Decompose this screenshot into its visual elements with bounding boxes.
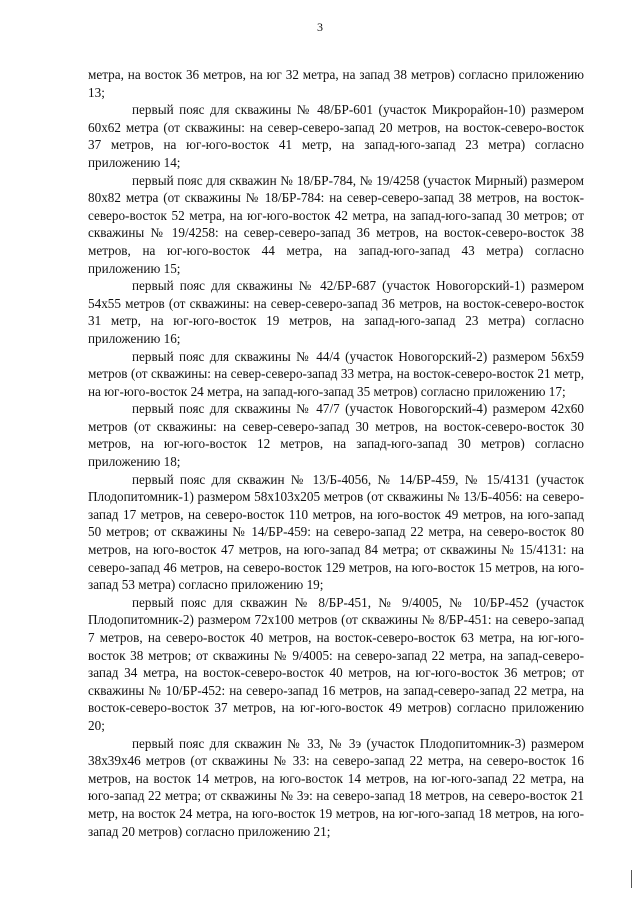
- paragraph-zone-appendix-21: первый пояс для скважин № 33, № 3э (участок Плодопитомник-3) размером 38х39х46 метров (от скважины № 33: на северо-запад 22 метра, на северо-восток 16 метров, на восток 14 метров, на юго-восток 14 метров, на юг-юго-запад 22 метра, на юго-запад 22 метра; от скважины № 3э: на северо-запад 18 метров, на северо-восток 21 метр, на восток 24 метра, на юго-восток 19 метров, на юг-юго-запад 18 метров, на юго-запад 20 метров) согласно приложению 21;: [88, 735, 584, 839]
- scan-edge-mark: [631, 870, 632, 888]
- page-number: 3: [317, 20, 323, 34]
- paragraph-zone-appendix-16: первый пояс для скважины № 42/БР-687 (участок Новогорский-1) размером 54х55 метров (от скважины: на север-северо-запад 36 метров, на восток-северо-восток 31 метр, на юг-юго-восток 19 метров, на запад-юго-запад 23 метра) согласно приложению 16;: [88, 278, 584, 346]
- paragraph-zone-appendix-19: первый пояс для скважин № 13/Б-4056, № 14/БР-459, № 15/4131 (участок Плодопитомник-1) размером 58х103х205 метров (от скважины № 13/Б-4056: на северо-запад 17 метров, на северо-восток 110 метров, на юго-восток 49 метров, на юго-запад 50 метров; от скважины № 14/БР-459: на северо-запад 22 метра, на северо-восток 80 метров, на юго-восток 47 метров, на юго-запад 84 метра; от скважины № 15/4131: на северо-запад 46 метров, на северо-восток 129 метров, на юго-восток 15 метров, на юго-запад 53 метра) согласно приложению 19;: [88, 471, 584, 593]
- paragraph-zone-appendix-17: первый пояс для скважины № 44/4 (участок Новогорский-2) размером 56х59 метров (от скважины: на север-северо-запад 33 метра, на восток-северо-восток 21 метр, на юг-юго-восток 24 метра, на запад-юго-запад 35 метров) согласно приложению 17;: [88, 348, 584, 399]
- document-body: [88, 66, 584, 840]
- paragraph-zone-appendix-15: первый пояс для скважин № 18/БР-784, № 19/4258 (участок Мирный) размером 80х82 метра (от скважины № 18/БР-784: на север-северо-запад 38 метров, на восток-северо-восток 52 метра, на юг-юго-восток 42 метра, на запад-юго-запад 30 метров; от скважины № 19/4258: на север-северо-запад 36 метров, на восток-северо-восток 38 метров, на юг-юго-восток 44 метра, на запад-юго-запад 43 метра) согласно приложению 15;: [88, 172, 584, 276]
- paragraph-zone-appendix-20: первый пояс для скважин № 8/БР-451, № 9/4005, № 10/БР-452 (участок Плодопитомник-2) размером 72х100 метров (от скважины № 8/БР-451: на северо-запад 7 метров, на северо-восток 40 метров, на восток-северо-восток 63 метра, на юг-юго-восток 38 метров; от скважины № 9/4005: на северо-запад 22 метра, на запад-северо-запад 34 метра, на восток-северо-восток 40 метров, на юг-юго-восток 36 метров; от скважины № 10/БР-452: на северо-запад 16 метров, на запад-северо-запад 22 метра, на восток-северо-восток 37 метров, на юг-юго-восток 49 метров) согласно приложению 20;: [88, 594, 584, 733]
- paragraph-continuation: метра, на восток 36 метров, на юг 32 метра, на запад 38 метров) согласно приложению 13;: [88, 67, 584, 100]
- paragraph-zone-appendix-14: первый пояс для скважины № 48/БР-601 (участок Микрорайон-10) размером 60х62 метра (от скважины: на север-северо-запад 20 метров, на восток-северо-восток 37 метров, на юг-юго-восток 41 метр, на запад-юго-запад 23 метра) согласно приложению 14;: [88, 102, 584, 170]
- paragraph-zone-appendix-18: первый пояс для скважины № 47/7 (участок Новогорский-4) размером 42х60 метров (от скважины: на север-северо-запад 30 метров, на восток-северо-восток 30 метров, на юг-юго-восток 12 метров, на запад-юго-запад 30 метров) согласно приложению 18;: [88, 401, 584, 470]
